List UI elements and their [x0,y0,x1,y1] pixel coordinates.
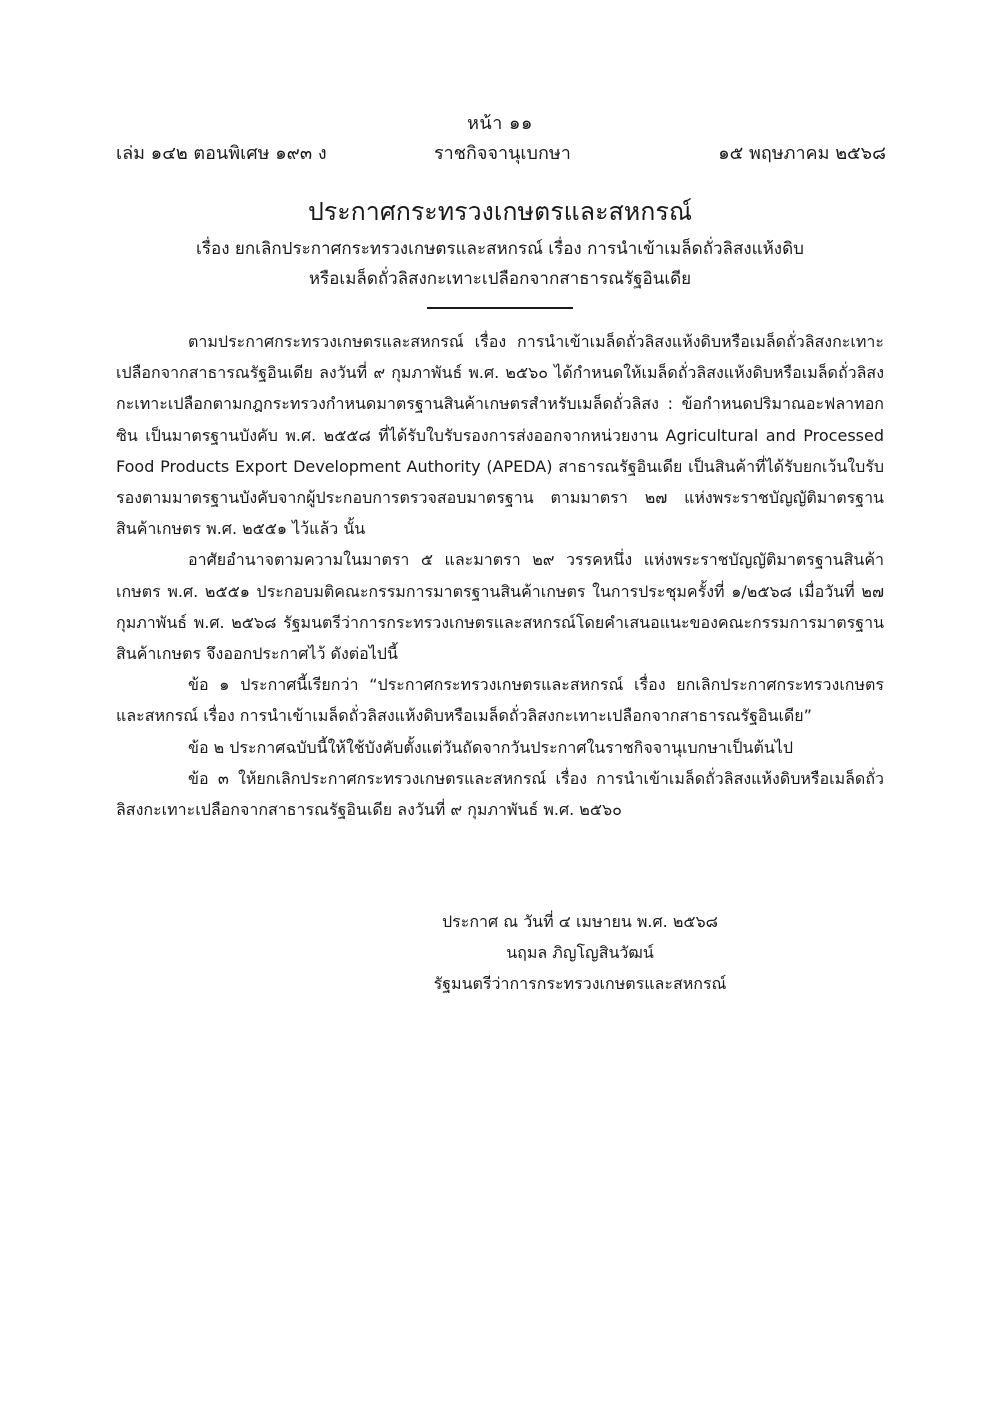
signatory-name: นฤมล ภิญโญสินวัฒน์ [506,943,654,962]
signatory-position: รัฐมนตรีว่าการกระทรวงเกษตรและสหกรณ์ [433,974,727,993]
announced-date: ประกาศ ณ วันที่ ๔ เมษายน พ.ศ. ๒๕๖๘ [442,912,718,931]
gazette-name: ราชกิจจานุเบกษา [434,143,571,164]
page-number: หน้า ๑๑ [467,113,533,134]
announcement-subject [0,234,1000,294]
volume-issue: เล่ม ๑๔๒ ตอนพิเศษ ๑๙๓ ง [116,143,327,164]
announcement-body [116,326,884,825]
authority-paragraph: อาศัยอำนาจตามความในมาตรา ๕ และมาตรา ๒๙ วรรคหนึ่ง แห่งพระราชบัญญัติมาตรฐานสินค้าเกษตร พ.ศ. ๒๕๕๑ ประกอบมติคณะกรรมการมาตรฐานสินค้าเกษตร ในการประชุมครั้งที่ ๑/๒๕๖๘ เมื่อวันที่ ๒๗ กุมภาพันธ์ พ.ศ. ๒๕๖๘ รัฐมนตรีว่าการกระทรวงเกษตรและสหกรณ์โดยคำเสนอแนะของคณะกรรมการมาตรฐานสินค้าเกษตร จึงออกประกาศไว้ ดังต่อไปนี้ [116,550,884,664]
preamble-paragraph: ตามประกาศกระทรวงเกษตรและสหกรณ์ เรื่อง การนำเข้าเมล็ดถั่วลิสงแห้งดิบหรือเมล็ดถั่วลิสงกะเทาะเปลือกจากสาธารณรัฐอินเดีย ลงวันที่ ๙ กุมภาพันธ์ พ.ศ. ๒๕๖๐ ได้กำหนดให้เมล็ดถั่วลิสงแห้งดิบหรือเมล็ดถั่วลิสงกะเทาะเปลือกตามกฎกระทรวงกำหนดมาตรฐานสินค้าเกษตรสำหรับเมล็ดถั่วลิสง : ข้อกำหนดปริมาณอะฟลาทอกซิน เป็นมาตรฐานบังคับ พ.ศ. ๒๕๕๘ ที่ได้รับใบรับรองการส่งออกจากหน่วยงาน Agricultural and Processed Food Products Export Development Authority (APEDA) สาธารณรัฐอินเดีย เป็นสินค้าที่ได้รับยกเว้นใบรับรองตามมาตรฐานบังคับจากผู้ประกอบการตรวจสอบมาตรฐาน ตามมาตรา ๒๗ แห่งพระราชบัญญัติมาตรฐานสินค้าเกษตร พ.ศ. ๒๕๕๑ ไว้แล้ว นั้น [116,332,884,539]
publication-date: ๑๕ พฤษภาคม ๒๕๖๘ [718,143,886,164]
gazette-header [116,138,886,164]
title-divider [427,307,573,309]
clause-3: ข้อ ๓ ให้ยกเลิกประกาศกระทรวงเกษตรและสหกรณ์ เรื่อง การนำเข้าเมล็ดถั่วลิสงแห้งดิบหรือเมล็ดถั่วลิสงกะเทาะเปลือกจากสาธารณรัฐอินเดีย ลงวันที่ ๙ กุมภาพันธ์ พ.ศ. ๒๕๖๐ [116,768,884,820]
subject-line-1: เรื่อง ยกเลิกประกาศกระทรวงเกษตรและสหกรณ์ เรื่อง การนำเข้าเมล็ดถั่วลิสงแห้งดิบ [196,239,804,259]
subject-line-2: หรือเมล็ดถั่วลิสงกะเทาะเปลือกจากสาธารณรัฐอินเดีย [308,269,692,289]
signature-block [330,906,830,999]
clause-1: ข้อ ๑ ประกาศนี้เรียกว่า “ประกาศกระทรวงเกษตรและสหกรณ์ เรื่อง ยกเลิกประกาศกระทรวงเกษตรและสหกรณ์ เรื่อง การนำเข้าเมล็ดถั่วลิสงแห้งดิบหรือเมล็ดถั่วลิสงกะเทาะเปลือกจากสาธารณรัฐอินเดีย” [116,675,884,726]
clause-2: ข้อ ๒ ประกาศฉบับนี้ให้ใช้บังคับตั้งแต่วันถัดจากวันประกาศในราชกิจจานุเบกษาเป็นต้นไป [188,737,793,757]
announcement-title: ประกาศกระทรวงเกษตรและสหกรณ์ [307,197,693,226]
